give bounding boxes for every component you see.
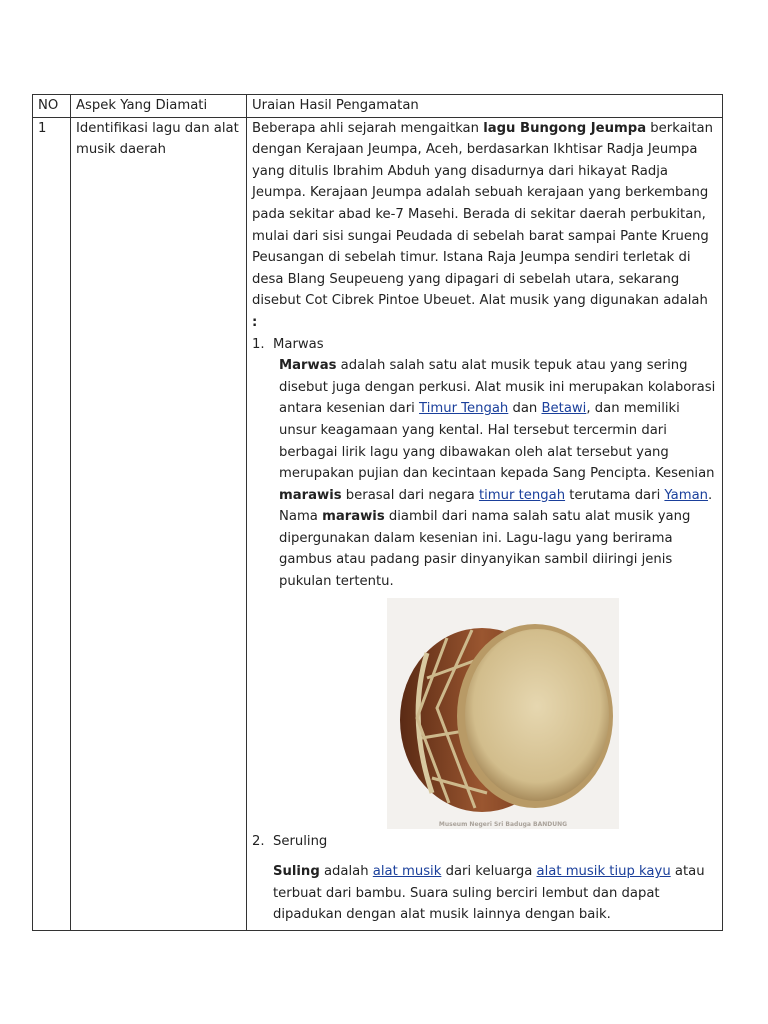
table-row xyxy=(33,117,723,930)
marwas-drum-image xyxy=(387,598,619,829)
intro-paragraph: Beberapa ahli sejarah mengaitkan lagu Bungong Jeumpa berkaitan dengan Kerajaan Jeumpa, Aceh, berdasarkan Ikhtisar Radja Jeumpa yang ditulis Ibrahim Abduh yang disadurnya dari hikayat Radja Jeumpa. Kerajaan Jeumpa adalah sebuah kerajaan yang berkembang pada sekitar abad ke-7 Masehi. Berada di sekitar daerah perbukitan, mulai dari sisi sungai Peudada di sebelah barat sampai Pante Krueng Peusangan di sebelah timur. Istana Raja Jeumpa sendiri terletak di desa Blang Seupeueng yang dipagari di sebelah utara, sekarang disebut Cot Cibrek Pintoe Ubeuet. Alat musik yang digunakan adalah : xyxy=(252,120,713,330)
list-item-seruling: 2. Seruling xyxy=(252,833,328,849)
link-betawi[interactable]: Betawi xyxy=(541,401,587,417)
row-uraian xyxy=(247,117,723,930)
header-no: NO xyxy=(33,95,71,118)
header-row xyxy=(33,95,723,118)
marwas-paragraph: Marwas adalah salah satu alat musik tepuk atau yang sering disebut juga dengan perkusi. Alat musik ini merupakan kolaborasi antara kesenian dari Timur Tengah dan Betawi, dan memiliki unsur keagamaan yang kental. Hal tersebut tercermin dari berbagai lirik lagu yang dibawakan oleh alat tersebut yang merupakan pujian dan kecintaan kepada Sang Pencipta. Kesenian marawis berasal dari negara timur tengah terutama dari Yaman. Nama marawis diambil dari nama salah satu alat musik yang dipergunakan dalam kesenian ini. Lagu-lagu yang berirama gambus atau padang pasir dinyanyikan sambil diiringi jenis pukulan tertentu. xyxy=(279,358,716,590)
link-yaman[interactable]: Yaman xyxy=(664,487,709,503)
link-alat-musik-tiup-kayu[interactable]: alat musik tiup kayu xyxy=(536,864,671,880)
list-item-marwas: 1. Marwas xyxy=(252,336,324,352)
observation-table xyxy=(32,94,723,931)
link-timur-tengah[interactable]: Timur Tengah xyxy=(419,401,509,417)
header-uraian: Uraian Hasil Pengamatan xyxy=(247,95,723,118)
link-alat-musik[interactable]: alat musik xyxy=(372,864,442,880)
row-number: 1 xyxy=(33,117,71,930)
seruling-paragraph: Suling adalah alat musik dari keluarga alat musik tiup kayu atau terbuat dari bambu. Suara suling berciri lembut dan dapat dipadukan dengan alat musik lainnya dengan baik. xyxy=(273,864,705,923)
image-caption: Museum Negeri Sri Baduga BANDUNG xyxy=(438,820,568,828)
header-aspek: Aspek Yang Diamati xyxy=(71,95,247,118)
link-timur-tengah-2[interactable]: timur tengah xyxy=(478,487,566,503)
row-aspek: Identifikasi lagu dan alat musik daerah xyxy=(71,117,247,930)
drum-icon xyxy=(387,598,619,829)
